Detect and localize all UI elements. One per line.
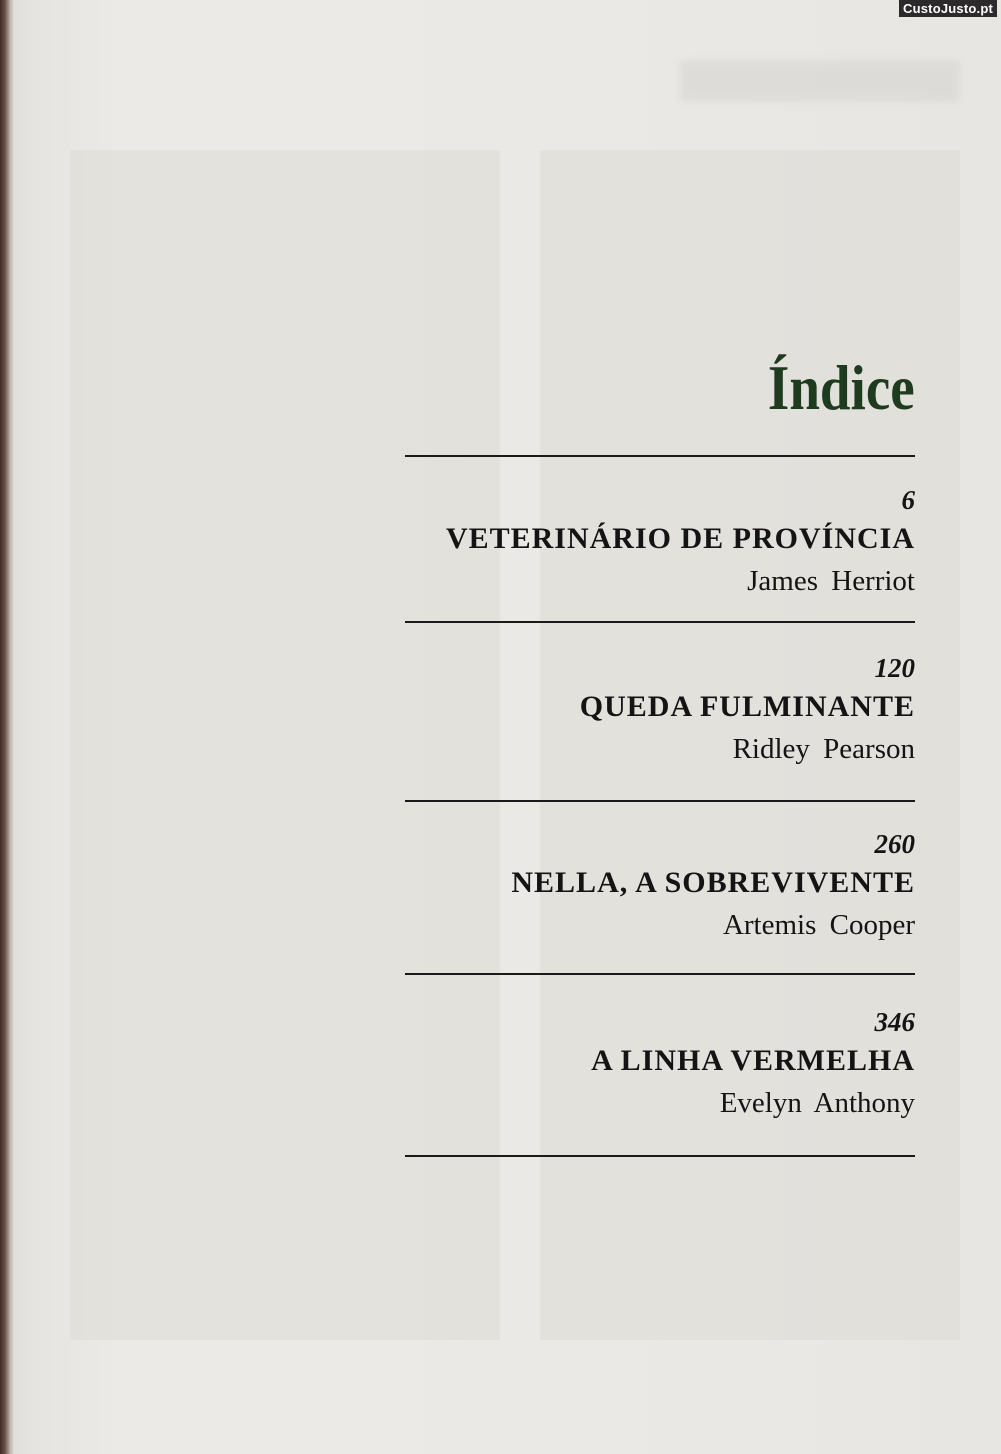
divider-rule [405, 621, 915, 623]
toc-page-number: 346 [874, 1007, 915, 1037]
toc-book-title: VETERINÁRIO DE PROVÍNCIA [445, 522, 915, 555]
book-binding-edge [0, 0, 14, 1454]
divider-rule [405, 800, 915, 802]
toc-book-title: QUEDA FULMINANTE [579, 690, 915, 723]
index-heading: Índice [768, 352, 915, 423]
divider-rule [405, 455, 915, 457]
toc-page-number: 260 [874, 829, 915, 859]
toc-page-number: 6 [901, 485, 915, 515]
toc-entry [405, 1006, 915, 1122]
toc-entry [405, 652, 915, 768]
toc-author: Ridley Pearson [732, 733, 915, 765]
divider-rule [405, 1155, 915, 1157]
toc-book-title: NELLA, A SOBREVIVENTE [511, 866, 915, 899]
toc-author: James Herriot [747, 565, 915, 597]
toc-book-title: A LINHA VERMELHA [591, 1044, 915, 1077]
toc-author: Evelyn Anthony [719, 1087, 915, 1119]
show-through-heading [680, 60, 960, 102]
toc-author: Artemis Cooper [722, 909, 915, 941]
watermark-logo: CustoJusto.pt [899, 0, 997, 17]
toc-entry [405, 484, 915, 600]
toc-page-number: 120 [874, 653, 915, 683]
divider-rule [405, 973, 915, 975]
toc-entry [405, 828, 915, 944]
